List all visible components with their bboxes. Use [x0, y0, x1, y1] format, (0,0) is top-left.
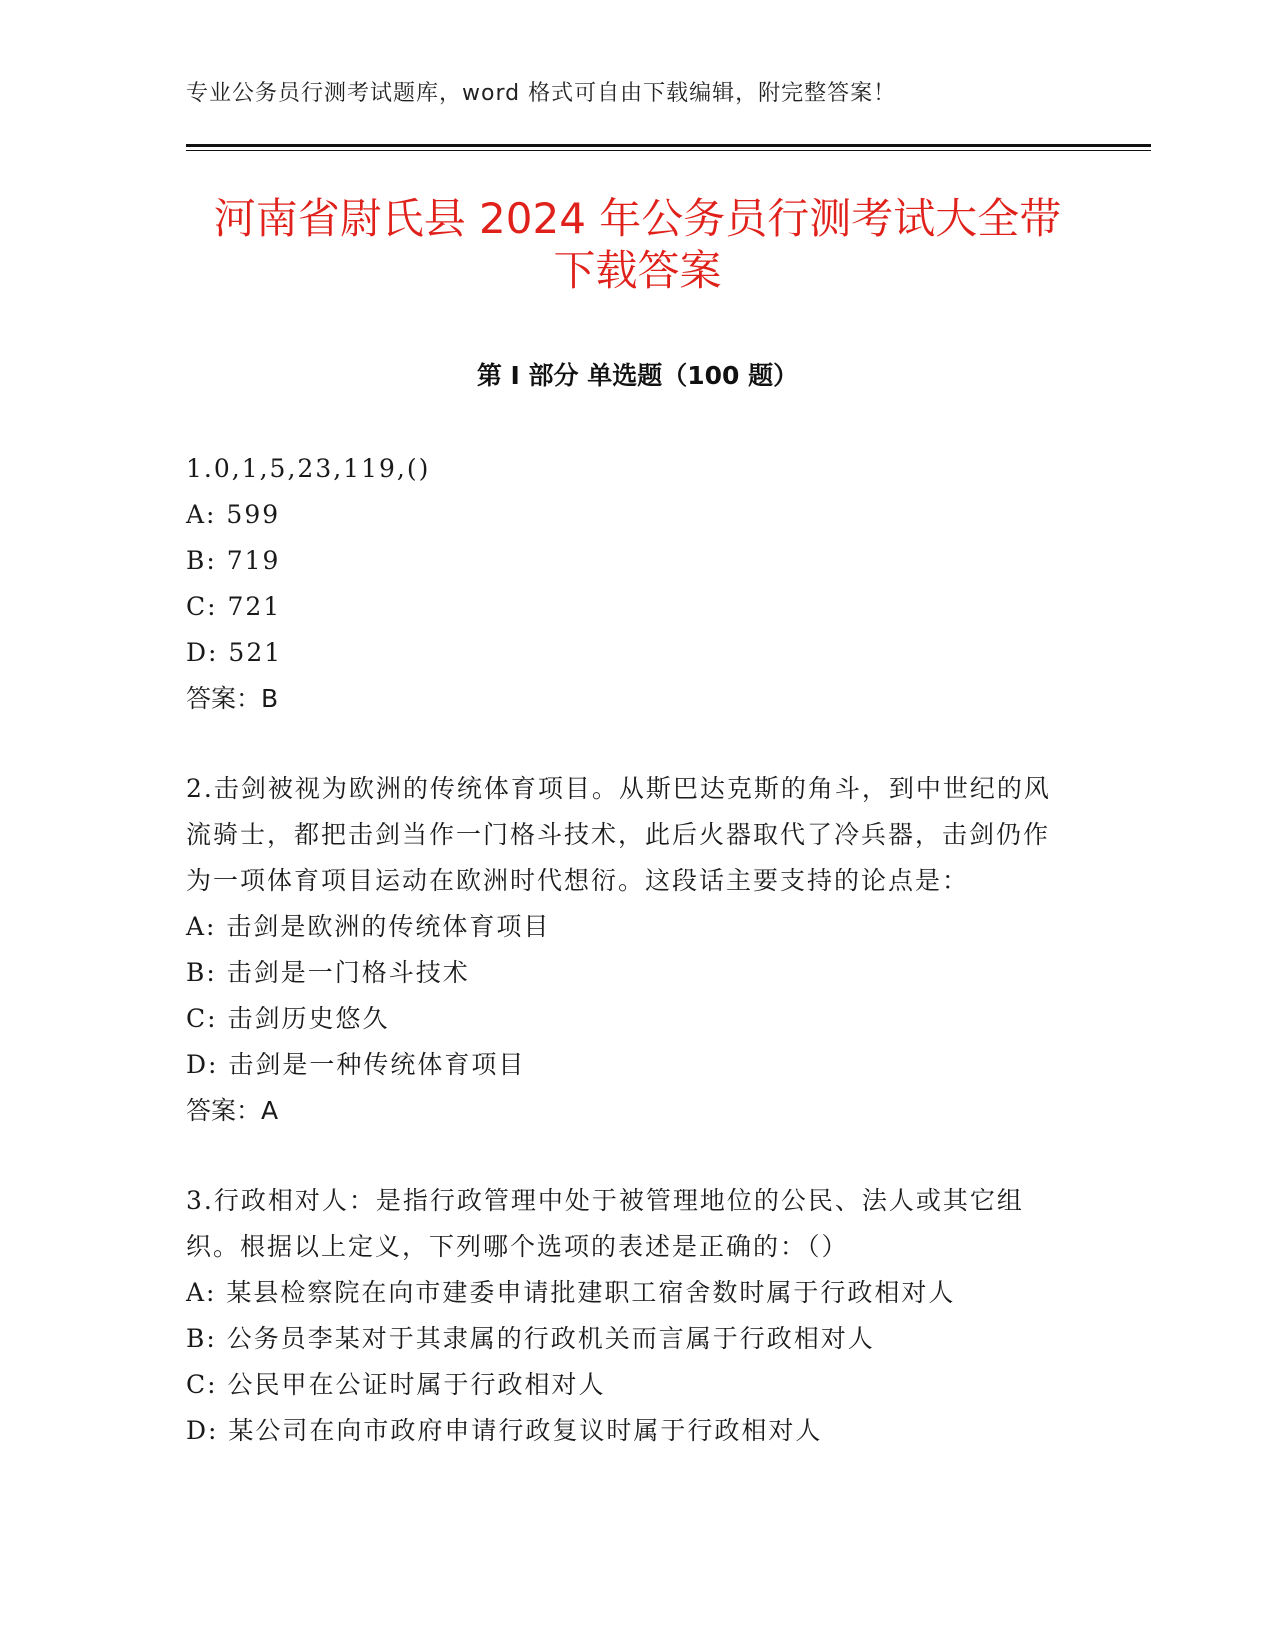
option-b: B: 公务员李某对于其隶属的行政机关而言属于行政相对人 — [186, 1324, 875, 1353]
answer-line: 答案：A — [186, 1096, 279, 1125]
option-c: C: 公民甲在公证时属于行政相对人 — [186, 1370, 606, 1399]
header-note: 专业公务员行测考试题库，word 格式可自由下载编辑，附完整答案！ — [186, 81, 897, 106]
question-2 — [186, 766, 1066, 1134]
option-a: A: 某县检察院在向市建委申请批建职工宿舍数时属于行政相对人 — [186, 1278, 956, 1307]
answer-line: 答案：B — [186, 684, 279, 713]
option-d: D: 某公司在向市政府申请行政复议时属于行政相对人 — [186, 1416, 823, 1445]
header-rule-thin — [186, 150, 1151, 151]
option-a: A: 599 — [186, 500, 281, 529]
document-title-line-1: 河南省尉氏县 2024 年公务员行测考试大全带 — [213, 194, 1062, 243]
option-b: B: 击剑是一门格斗技术 — [186, 958, 470, 987]
question-stem: 1.0,1,5,23,119,() — [186, 454, 431, 483]
option-c: C: 721 — [186, 592, 282, 621]
question-1 — [186, 446, 1066, 722]
option-a: A: 击剑是欧洲的传统体育项目 — [186, 912, 551, 941]
question-list — [186, 446, 1066, 1498]
option-b: B: 719 — [186, 546, 281, 575]
option-d: D: 击剑是一种传统体育项目 — [186, 1050, 526, 1079]
document-title-line-2: 下载答案 — [553, 246, 722, 295]
header-rule-thick — [186, 144, 1151, 147]
section-heading: 第 I 部分 单选题（100 题） — [476, 361, 799, 390]
question-stem: 2.击剑被视为欧洲的传统体育项目。从斯巴达克斯的角斗，到中世纪的风流骑士，都把击剑当作一门格斗技术，此后火器取代了冷兵器，击剑仍作为一项体育项目运动在欧洲时代想衍。这段话主要支持的论点是： — [186, 774, 1051, 895]
option-c: C: 击剑历史悠久 — [186, 1004, 390, 1033]
document-title — [0, 193, 1275, 297]
option-d: D: 521 — [186, 638, 283, 667]
question-3 — [186, 1178, 1066, 1454]
question-stem: 3.行政相对人：是指行政管理中处于被管理地位的公民、法人或其它组织。根据以上定义，下列哪个选项的表述是正确的：（） — [186, 1186, 1024, 1261]
